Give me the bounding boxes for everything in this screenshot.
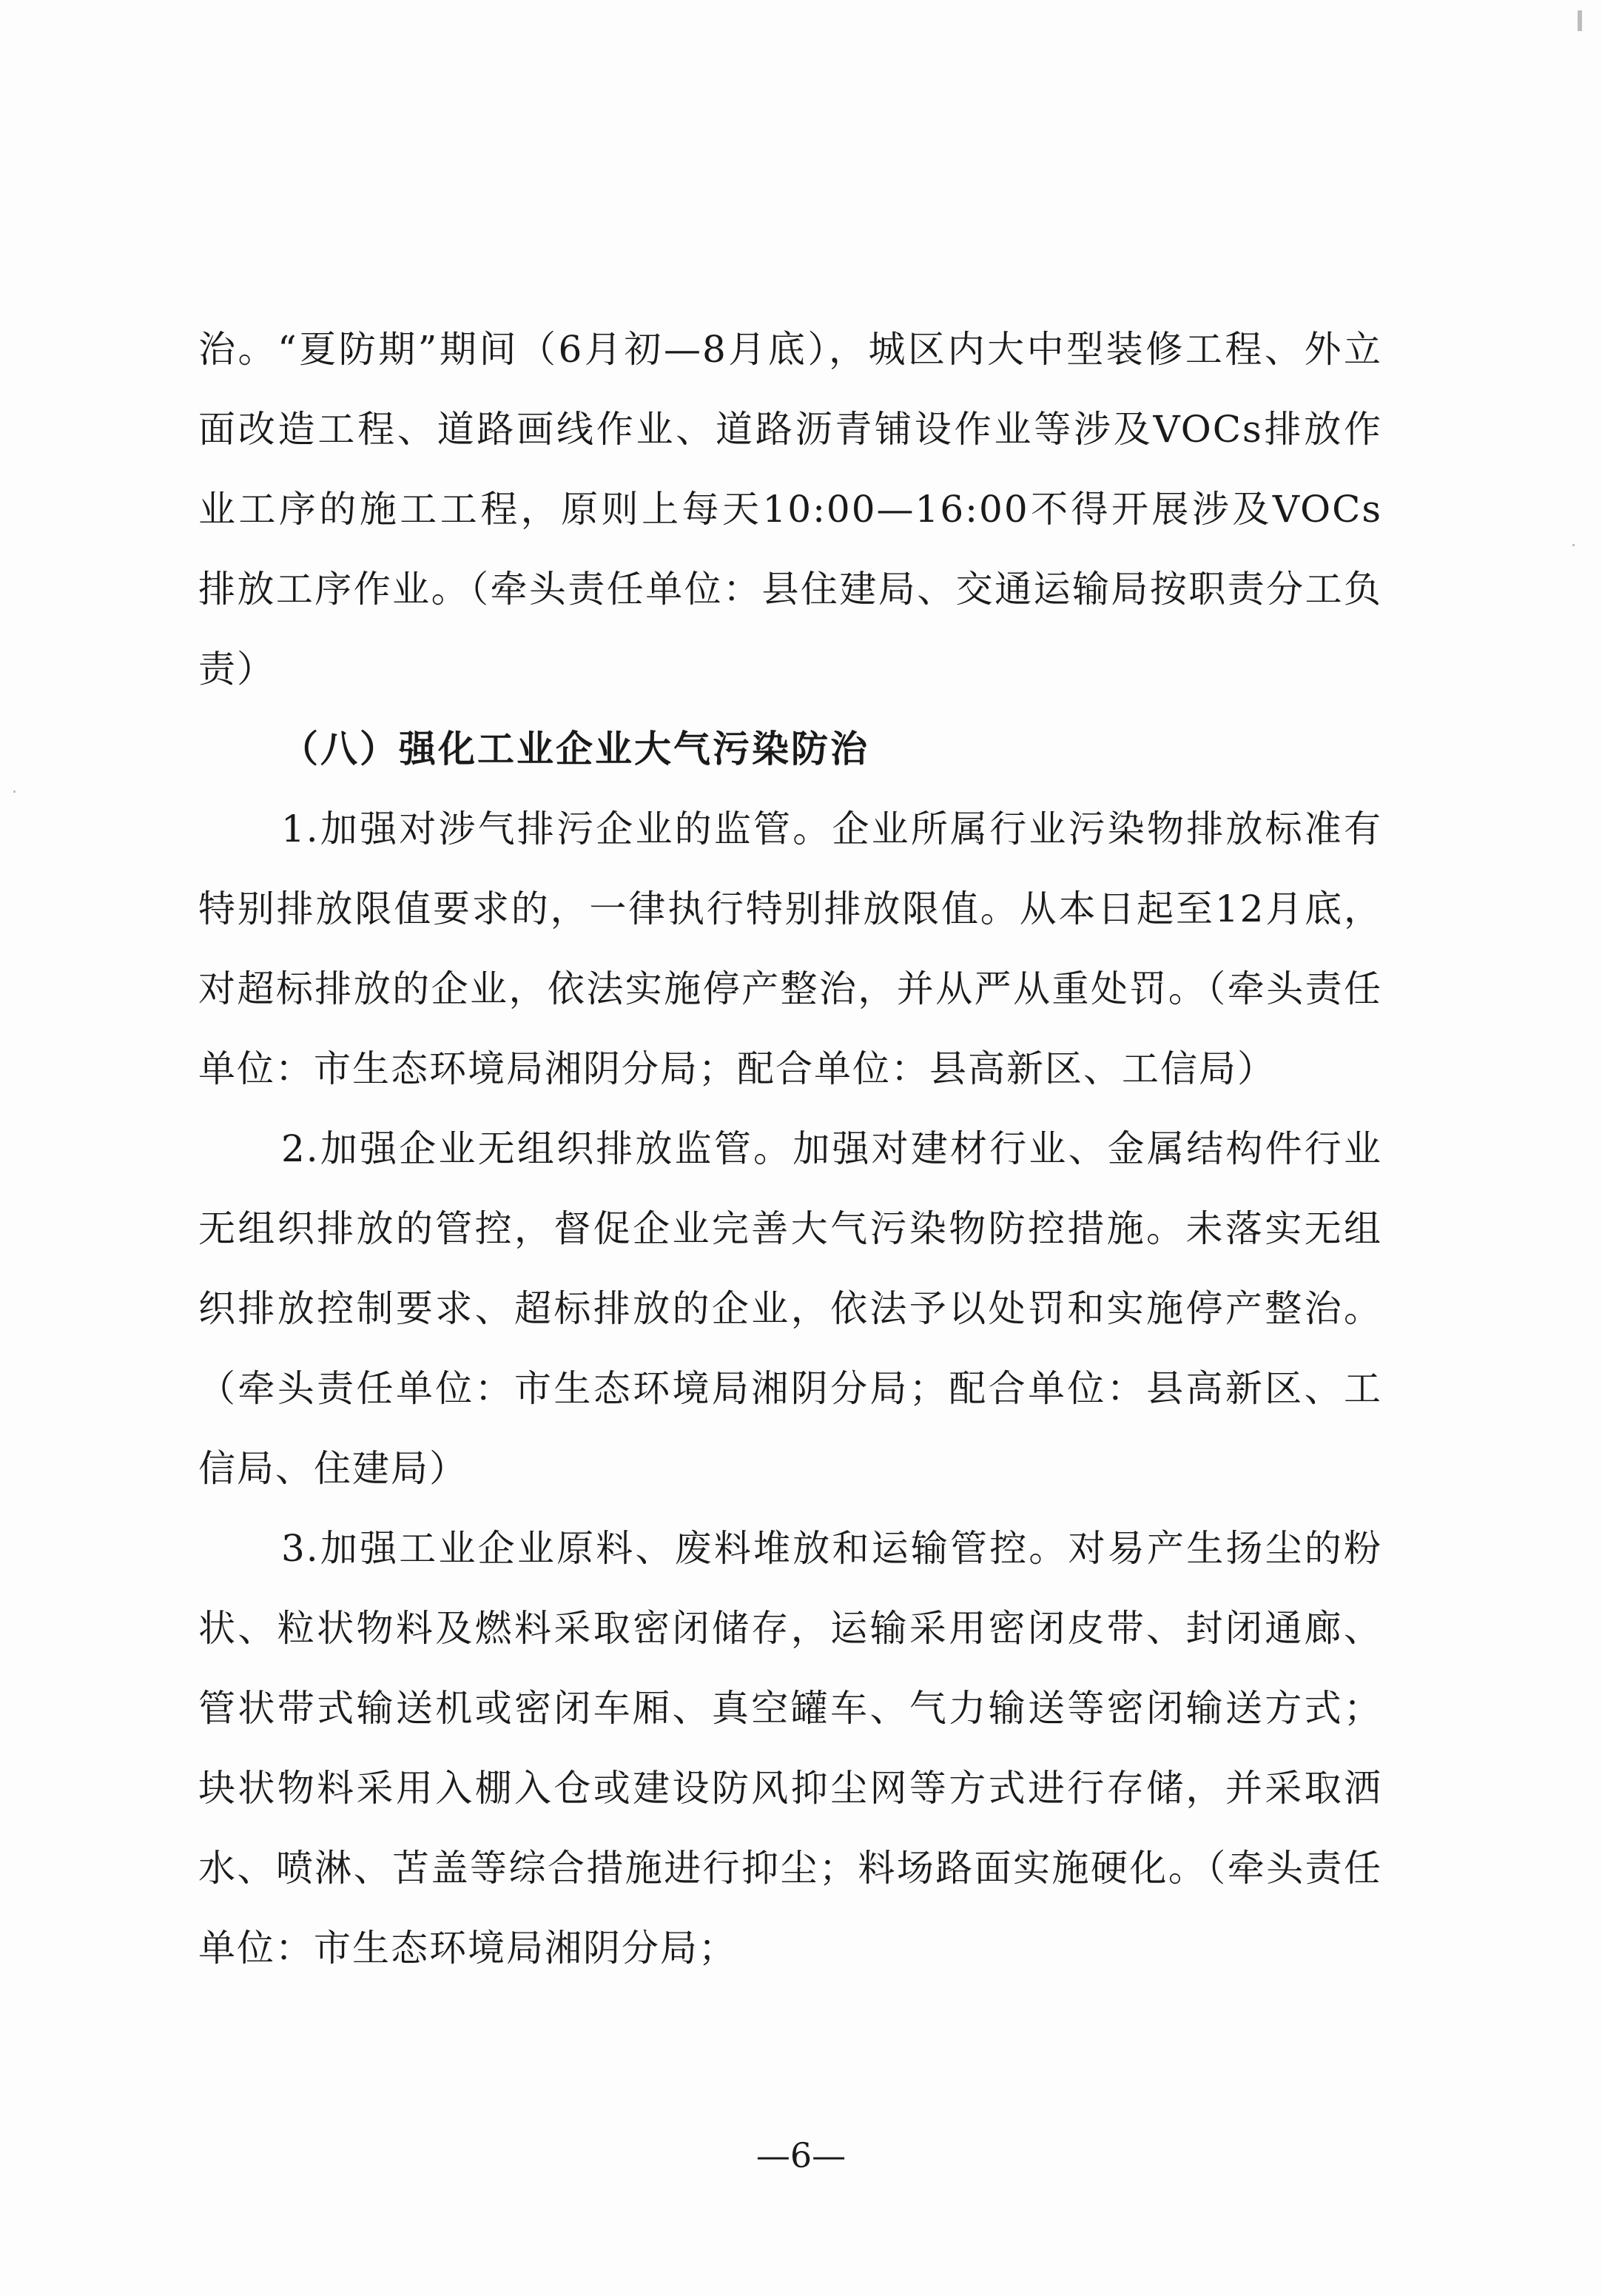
scan-artifact xyxy=(1572,544,1575,546)
paragraph-item-2: 2.加强企业无组织排放监管。加强对建材行业、金属结构件行业无组织排放的管控，督促企业完善大气污染物防控措施。未落实无组织排放控制要求、超标排放的企业，依法予以处罚和实施停产整治。（牵头责任单位：市生态环境局湘阴分局；配合单位：县高新区、工信局、住建局） xyxy=(198,1127,1382,1490)
scan-artifact xyxy=(1578,10,1582,31)
page-number: —6— xyxy=(755,2135,847,2175)
paragraph-item-3: 3.加强工业企业原料、废料堆放和运输管控。对易产生扬尘的粉状、粒状物料及燃料采取密闭储存，运输采用密闭皮带、封闭通廊、管状带式输送机或密闭车厢、真空罐车、气力输送等密闭输送方式；块状物料采用入棚入仓或建设防风抑尘网等方式进行存储，并采取洒水、喷淋、苫盖等综合措施进行抑尘；料场路面实施硬化。（牵头责任单位：市生态环境局湘阴分局； xyxy=(198,1527,1382,1970)
section-heading: （八）强化工业企业大气污染防治 xyxy=(281,728,869,771)
document-body xyxy=(198,309,1382,1988)
paragraph-continuation: 治。“夏防期”期间（6月初—8月底），城区内大中型装修工程、外立面改造工程、道路画线作业、道路沥青铺设作业等涉及VOCs排放作业工序的施工工程，原则上每天10:00—16:00不得开展涉及VOCs排放工序作业。（牵头责任单位：县住建局、交通运输局按职责分工负责） xyxy=(198,328,1382,691)
paragraph-item-1: 1.加强对涉气排污企业的监管。企业所属行业污染物排放标准有特别排放限值要求的，一律执行特别排放限值。从本日起至12月底，对超标排放的企业，依法实施停产整治，并从严从重处罚。（牵头责任单位：市生态环境局湘阴分局；配合单位：县高新区、工信局） xyxy=(198,808,1382,1090)
scan-artifact xyxy=(13,790,16,793)
